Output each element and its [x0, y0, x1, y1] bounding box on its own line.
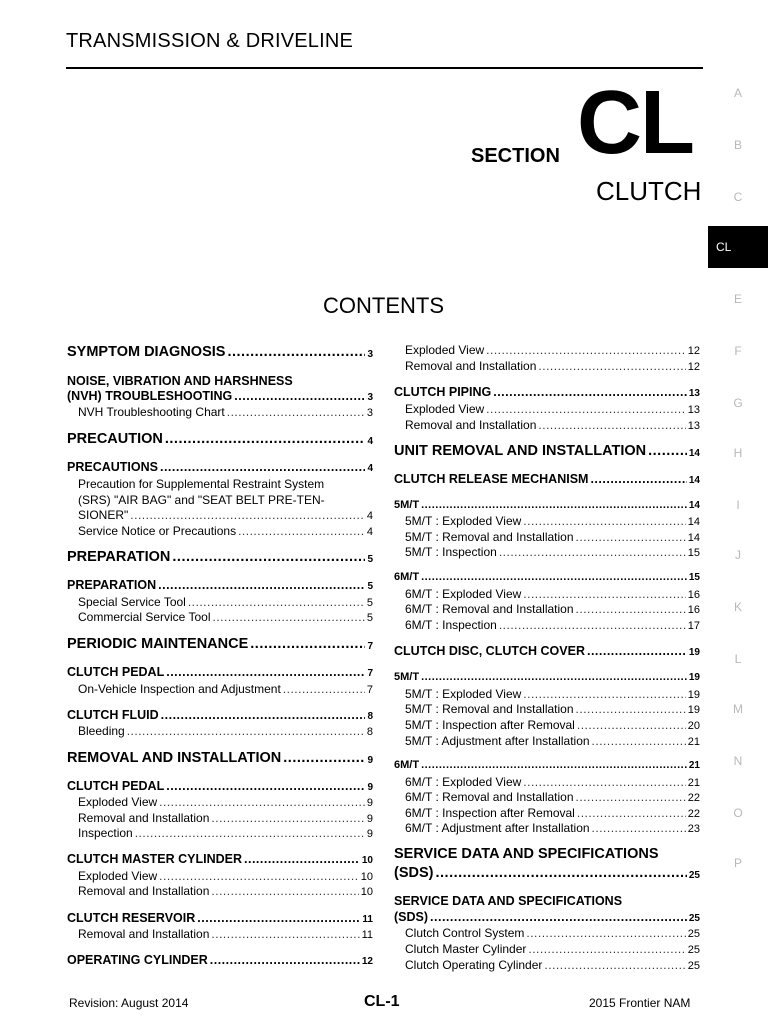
toc-page: 13	[687, 404, 700, 416]
toc-leader	[211, 884, 358, 898]
toc-entry[interactable]	[67, 750, 373, 766]
toc-title: Exploded View	[405, 343, 485, 357]
toc-leader	[159, 869, 359, 883]
tab-e[interactable]: E	[733, 292, 742, 306]
section-name: CLUTCH	[596, 176, 702, 206]
toc-title-line: NOISE, VIBRATION AND HARSHNESS	[67, 374, 293, 388]
toc-entry[interactable]	[394, 671, 700, 683]
toc-title: UNIT REMOVAL AND INSTALLATION	[394, 443, 647, 459]
toc-title: 5M/T : Adjustment after Installation	[405, 734, 590, 748]
toc-leader	[160, 460, 365, 474]
toc-leader	[161, 708, 366, 722]
toc-title: PRECAUTIONS	[67, 460, 158, 474]
toc-leader	[590, 472, 686, 486]
toc-leader	[130, 508, 365, 522]
toc-title: SIONER"	[78, 508, 129, 522]
toc-page: 5	[366, 612, 373, 624]
toc-page: 10	[360, 886, 373, 898]
toc-title: 5M/T : Removal and Installation	[405, 530, 574, 544]
toc-title: 6M/T : Inspection	[405, 618, 497, 632]
toc-page: 21	[687, 777, 700, 789]
toc-entry[interactable]	[394, 734, 700, 748]
toc-page: 12	[687, 361, 700, 373]
toc-entry[interactable]	[394, 443, 700, 459]
toc-page: 14	[687, 516, 700, 528]
toc-page: 10	[360, 871, 373, 883]
toc-title: On-Vehicle Inspection and Adjustment	[78, 682, 281, 696]
toc-page: 7	[367, 668, 373, 679]
toc-page: 14	[688, 448, 700, 459]
toc-entry[interactable]	[394, 806, 700, 820]
tab-b[interactable]: B	[733, 138, 742, 152]
toc-leader	[576, 702, 686, 716]
toc-page: 25	[688, 870, 700, 881]
toc-page: 7	[367, 641, 373, 652]
toc-title: CLUTCH PIPING	[394, 385, 492, 399]
toc-entry[interactable]	[394, 602, 700, 616]
toc-title: 5M/T	[394, 671, 420, 683]
toc-page: 22	[687, 808, 700, 820]
toc-leader	[227, 344, 365, 360]
toc-page: 8	[366, 726, 373, 738]
toc-entry[interactable]	[394, 718, 700, 732]
toc-title: (SDS)	[394, 910, 429, 924]
toc-title: PERIODIC MAINTENANCE	[67, 636, 249, 652]
toc-page: 3	[367, 349, 373, 360]
toc-title: Special Service Tool	[78, 595, 186, 609]
toc-page: 25	[687, 960, 700, 972]
toc-leader	[587, 644, 687, 658]
toc-title: (NVH) TROUBLESHOOTING	[67, 389, 233, 403]
toc-entry[interactable]	[394, 472, 700, 486]
toc-entry[interactable]	[67, 724, 373, 738]
toc-leader	[238, 524, 365, 538]
toc-leader	[283, 750, 365, 766]
toc-title: CLUTCH DISC, CLUTCH COVER	[394, 644, 585, 658]
toc-entry[interactable]	[394, 418, 700, 432]
toc-leader	[188, 595, 365, 609]
toc-entry[interactable]	[67, 389, 373, 403]
toc-title: 6M/T : Inspection after Removal	[405, 806, 575, 820]
toc-entry[interactable]	[67, 460, 373, 474]
toc-entry[interactable]	[67, 953, 373, 967]
toc-title: 6M/T : Exploded View	[405, 587, 522, 601]
toc-title: CLUTCH RESERVOIR	[67, 911, 196, 925]
toc-page: 4	[366, 510, 373, 522]
contents-title: CONTENTS	[323, 293, 444, 318]
tab-cl[interactable]: CL	[708, 226, 768, 268]
toc-title: SYMPTOM DIAGNOSIS	[67, 344, 226, 360]
toc-page: 9	[366, 797, 373, 809]
toc-entry[interactable]	[67, 795, 373, 809]
toc-page: 15	[688, 572, 700, 583]
toc-entry[interactable]	[67, 549, 373, 565]
toc-leader	[135, 826, 365, 840]
tab-f[interactable]: F	[734, 344, 742, 358]
toc-page: 9	[366, 828, 373, 840]
toc-page: 12	[687, 345, 700, 357]
toc-entry[interactable]	[67, 524, 373, 538]
toc-entry[interactable]	[394, 865, 700, 881]
toc-entry[interactable]	[67, 610, 373, 624]
toc-leader	[165, 431, 366, 447]
toc-title: CLUTCH PEDAL	[67, 665, 165, 679]
toc-page: 21	[687, 736, 700, 748]
toc-page: 25	[687, 944, 700, 956]
toc-page: 15	[687, 547, 700, 559]
toc-leader	[499, 618, 686, 632]
tab-k[interactable]: K	[733, 600, 742, 614]
header-divider	[66, 67, 703, 69]
toc-entry[interactable]	[394, 687, 700, 701]
toc-page: 9	[366, 813, 373, 825]
toc-title: Clutch Master Cylinder	[405, 942, 527, 956]
toc-page: 5	[366, 597, 373, 609]
tab-j[interactable]: J	[735, 548, 741, 562]
toc-leader	[172, 549, 365, 565]
toc-leader	[592, 734, 686, 748]
toc-entry[interactable]	[67, 852, 373, 866]
tab-c[interactable]: C	[733, 190, 743, 204]
toc-entry[interactable]	[394, 775, 700, 789]
toc-title: 6M/T : Removal and Installation	[405, 602, 574, 616]
toc-leader	[197, 911, 360, 925]
toc-page: 25	[687, 928, 700, 940]
toc-entry[interactable]	[394, 644, 700, 658]
toc-leader	[648, 443, 687, 459]
tab-h[interactable]: H	[733, 446, 743, 460]
tab-m[interactable]: M	[733, 702, 743, 716]
toc-page: 11	[361, 929, 373, 941]
toc-leader	[538, 359, 685, 373]
toc-entry[interactable]	[394, 385, 700, 399]
toc-entry[interactable]	[67, 708, 373, 722]
toc-leader	[430, 910, 687, 924]
toc-title: Removal and Installation	[78, 884, 210, 898]
toc-page: 22	[687, 792, 700, 804]
toc-leader	[421, 759, 687, 771]
toc-title: Clutch Control System	[405, 926, 525, 940]
toc-title: 5M/T : Inspection after Removal	[405, 718, 575, 732]
toc-title: PREPARATION	[67, 578, 157, 592]
toc-leader	[234, 389, 365, 403]
toc-page: 16	[687, 589, 700, 601]
toc-entry[interactable]	[394, 530, 700, 544]
header-title: TRANSMISSION & DRIVELINE	[66, 30, 354, 52]
toc-title: CLUTCH PEDAL	[67, 779, 165, 793]
toc-entry[interactable]	[67, 779, 373, 793]
toc-leader	[250, 636, 365, 652]
toc-entry[interactable]	[67, 869, 373, 883]
toc-entry[interactable]	[67, 665, 373, 679]
toc-leader	[544, 958, 685, 972]
toc-leader	[523, 587, 685, 601]
toc-entry[interactable]	[394, 587, 700, 601]
tab-g[interactable]: G	[733, 396, 743, 410]
toc-leader	[127, 724, 365, 738]
toc-entry[interactable]	[67, 811, 373, 825]
toc-page: 3	[366, 407, 373, 419]
toc-title: 6M/T	[394, 571, 420, 583]
toc-entry[interactable]	[394, 759, 700, 771]
toc-page: 14	[688, 475, 700, 486]
toc-title: CLUTCH RELEASE MECHANISM	[394, 472, 589, 486]
toc-leader	[421, 499, 687, 511]
toc-page: 4	[367, 436, 373, 447]
toc-leader	[421, 571, 687, 583]
toc-entry[interactable]	[394, 958, 700, 972]
toc-title: Removal and Installation	[78, 927, 210, 941]
tab-o[interactable]: O	[733, 806, 743, 820]
toc-page: 13	[688, 388, 700, 399]
toc-title: Service Notice or Precautions	[78, 524, 237, 538]
toc-page: 14	[688, 500, 700, 511]
toc-entry[interactable]	[394, 499, 700, 511]
toc-page: 8	[367, 711, 373, 722]
toc-entry[interactable]	[67, 826, 373, 840]
toc-leader	[213, 610, 365, 624]
toc-entry[interactable]	[394, 942, 700, 956]
toc-title: 5M/T : Exploded View	[405, 514, 522, 528]
toc-entry[interactable]	[67, 636, 373, 652]
toc-leader	[166, 779, 365, 793]
toc-title: Inspection	[78, 826, 133, 840]
toc-page: 14	[687, 532, 700, 544]
toc-title: 5M/T : Inspection	[405, 545, 497, 559]
toc-title-line: SERVICE DATA AND SPECIFICATIONS	[394, 894, 623, 908]
toc-entry[interactable]	[394, 359, 700, 373]
toc-title: Clutch Operating Cylinder	[405, 958, 543, 972]
toc-title: Bleeding	[78, 724, 125, 738]
toc-page: 11	[362, 914, 373, 925]
tab-a[interactable]: A	[733, 86, 742, 100]
toc-entry[interactable]	[67, 682, 373, 696]
toc-page: 19	[688, 647, 700, 658]
toc-title: 6M/T : Removal and Installation	[405, 790, 574, 804]
toc-entry[interactable]	[394, 702, 700, 716]
toc-page: 17	[687, 620, 700, 632]
toc-title: Exploded View	[78, 869, 158, 883]
section-code: CL	[577, 73, 693, 173]
toc-title: PRECAUTION	[67, 431, 163, 447]
toc-entry[interactable]	[394, 343, 700, 357]
toc-title: 6M/T	[394, 759, 420, 771]
toc-leader	[577, 718, 686, 732]
toc-page: 4	[367, 463, 373, 474]
toc-page: 19	[687, 704, 700, 716]
toc-page: 9	[367, 755, 373, 766]
toc-title: Removal and Installation	[405, 418, 537, 432]
toc-leader	[486, 402, 686, 416]
toc-leader	[576, 530, 686, 544]
footer-revision: Revision: August 2014	[69, 996, 189, 1010]
toc-leader	[486, 343, 686, 357]
tab-p[interactable]: P	[733, 856, 742, 870]
toc-entry[interactable]	[394, 618, 700, 632]
toc-page: 13	[687, 420, 700, 432]
toc-title: Commercial Service Tool	[78, 610, 211, 624]
toc-leader	[421, 671, 687, 683]
section-label: SECTION	[471, 145, 560, 167]
toc-entry[interactable]	[394, 821, 700, 835]
toc-entry[interactable]	[394, 514, 700, 528]
toc-title: 5M/T : Removal and Installation	[405, 702, 574, 716]
toc-page: 20	[687, 720, 700, 732]
section-index-tabs	[708, 0, 768, 900]
toc-leader	[283, 682, 365, 696]
toc-leader	[159, 795, 365, 809]
toc-title-line: SERVICE DATA AND SPECIFICATIONS	[394, 846, 659, 862]
toc-entry[interactable]	[394, 910, 700, 924]
toc-title: Exploded View	[78, 795, 158, 809]
toc-page: 5	[367, 581, 373, 592]
toc-title: REMOVAL AND INSTALLATION	[67, 750, 282, 766]
tab-l[interactable]: L	[734, 652, 742, 666]
toc-title: OPERATING CYLINDER	[67, 953, 208, 967]
toc-page: 12	[361, 956, 373, 967]
footer-model: 2015 Frontier NAM	[589, 996, 691, 1010]
toc-page: 16	[687, 604, 700, 616]
toc-title: Removal and Installation	[405, 359, 537, 373]
toc-leader	[526, 926, 685, 940]
toc-title: 6M/T : Adjustment after Installation	[405, 821, 590, 835]
toc-leader	[211, 927, 359, 941]
toc-leader	[158, 578, 365, 592]
toc-entry[interactable]	[67, 508, 373, 522]
tab-n[interactable]: N	[733, 754, 743, 768]
toc-page: 7	[366, 684, 373, 696]
toc-leader	[211, 811, 364, 825]
toc-leader	[528, 942, 685, 956]
toc-title: (SDS)	[394, 865, 434, 881]
toc-entry[interactable]	[394, 545, 700, 559]
toc-entry[interactable]	[67, 431, 373, 447]
toc-title: 5M/T : Exploded View	[405, 687, 522, 701]
toc-leader	[523, 687, 685, 701]
toc-page: 4	[366, 526, 373, 538]
toc-page: 9	[367, 782, 373, 793]
toc-title-line: Precaution for Supplemental Restraint System	[78, 477, 325, 491]
toc-page: 19	[688, 672, 700, 683]
toc-entry[interactable]	[67, 405, 373, 419]
toc-leader	[499, 545, 686, 559]
toc-entry[interactable]	[394, 926, 700, 940]
toc-entry[interactable]	[67, 884, 373, 898]
toc-leader	[576, 602, 686, 616]
footer-page-number: CL-1	[364, 993, 400, 1010]
toc-page: 25	[688, 913, 700, 924]
toc-leader	[227, 405, 365, 419]
toc-leader	[538, 418, 685, 432]
tab-i[interactable]: I	[736, 498, 740, 512]
toc-title: PREPARATION	[67, 549, 171, 565]
toc-leader	[523, 775, 685, 789]
toc-leader	[576, 790, 686, 804]
toc-leader	[244, 852, 360, 866]
toc-page: 10	[361, 855, 373, 866]
toc-entry[interactable]	[67, 344, 373, 360]
toc-title: 6M/T : Exploded View	[405, 775, 522, 789]
toc-entry[interactable]	[67, 595, 373, 609]
toc-entry[interactable]	[67, 927, 373, 941]
toc-title: Removal and Installation	[78, 811, 210, 825]
toc-entry[interactable]	[67, 911, 373, 925]
toc-leader	[210, 953, 360, 967]
toc-entry[interactable]	[394, 402, 700, 416]
toc-leader	[523, 514, 685, 528]
toc-title: CLUTCH FLUID	[67, 708, 159, 722]
toc-entry[interactable]	[394, 790, 700, 804]
toc-leader	[493, 385, 687, 399]
toc-title: 5M/T	[394, 499, 420, 511]
toc-title: NVH Troubleshooting Chart	[78, 405, 225, 419]
toc-page: 23	[687, 823, 700, 835]
toc-leader	[592, 821, 686, 835]
toc-title: Exploded View	[405, 402, 485, 416]
toc-title: CLUTCH MASTER CYLINDER	[67, 852, 242, 866]
toc-entry[interactable]	[67, 578, 373, 592]
toc-page: 19	[687, 689, 700, 701]
toc-page: 3	[367, 392, 373, 403]
toc-page: 5	[367, 554, 373, 565]
toc-page: 21	[688, 760, 700, 771]
toc-leader	[435, 865, 686, 881]
toc-leader	[166, 665, 365, 679]
toc-leader	[577, 806, 686, 820]
toc-entry[interactable]	[394, 571, 700, 583]
toc-title-line: (SRS) "AIR BAG" and "SEAT BELT PRE-TEN-	[78, 493, 325, 507]
